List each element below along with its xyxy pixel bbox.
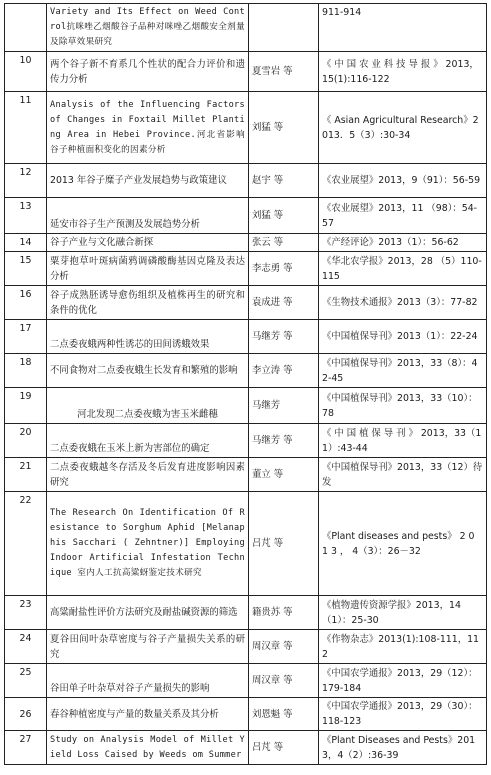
table-row — [5, 596, 487, 630]
row-number: 24 — [5, 630, 47, 664]
row-number: 15 — [5, 252, 47, 286]
row-title: 高粱耐盐性评价方法研究及耐盐碱资源的筛选 — [47, 596, 249, 630]
row-title: 春谷种植密度与产量的数量关系及其分析 — [47, 698, 249, 731]
row-number: 16 — [5, 286, 47, 320]
row-source: 《中国植保导刊》2013，33（12）待发 — [319, 458, 487, 492]
row-title: Study on Analysis Model of Millet Yield Loss Caised by Weeds om Summer — [47, 731, 249, 765]
row-title: 粟芽抱草叶斑病菌鸦调磷酸酶基因克隆及表达分析 — [47, 252, 249, 286]
row-author: 董立 等 — [249, 458, 319, 492]
row-author: 吕芃 等 — [249, 492, 319, 596]
row-title: 二点委夜蛾在玉米上新为害部位的确定 — [47, 424, 249, 458]
row-title: 谷田单子叶杂草对谷子产量损失的影响 — [47, 664, 249, 698]
row-source: 《中国植保导刊》2013，33（10）：78 — [319, 388, 487, 424]
table-row — [5, 492, 487, 596]
row-author: 马继芳 等 — [249, 320, 319, 354]
row-title: 延安市谷子生产预测及发展趋势分析 — [47, 198, 249, 234]
row-number: 17 — [5, 320, 47, 354]
row-number: 14 — [5, 234, 47, 252]
row-author — [249, 4, 319, 52]
row-number — [5, 4, 47, 52]
row-author: 李志勇 等 — [249, 252, 319, 286]
table-row — [5, 164, 487, 198]
table-row — [5, 388, 487, 424]
row-author: 吕芃 等 — [249, 731, 319, 765]
row-source: 《产经评论》2013（1）：56-62 — [319, 234, 487, 252]
row-author: 周汉章 等 — [249, 664, 319, 698]
row-title: 谷子成熟胚诱导愈伤组织及植株再生的研究和条件的优化 — [47, 286, 249, 320]
row-author: 张云 等 — [249, 234, 319, 252]
row-source: 《中国农学通报》2013，29（12）：179-184 — [319, 664, 487, 698]
row-source: 911-914 — [319, 4, 487, 52]
row-source: 《 中 国 植 保 导 刊 》 2013，33（11）:43-44 — [319, 424, 487, 458]
row-source: 《作物杂志》2013(1):108-111，112 — [319, 630, 487, 664]
row-author: 马继芳 等 — [249, 424, 319, 458]
row-title: 两个谷子新不育系几个性状的配合力评价和遗传力分析 — [47, 52, 249, 92]
reference-table — [4, 3, 487, 765]
row-title: 二点委夜蛾越冬存活及冬后发育进度影响因素研究 — [47, 458, 249, 492]
table-row — [5, 731, 487, 765]
row-author: 刘猛 等 — [249, 198, 319, 234]
row-number: 26 — [5, 698, 47, 731]
row-title: Analysis of the Influencing Factors of Changes in Foxtail Millet Planting Area in Hebei Province.河北省影响谷子种植面积变化的因素分析 — [47, 92, 249, 164]
row-source: 《中国植保导刊》2013（1）：22-24 — [319, 320, 487, 354]
row-title: Variety and Its Effect on Weed Control抗咪唑乙烟酸谷子品种对咪唑乙烟酸安全剂量及除草效果研究 — [47, 4, 249, 52]
table-row — [5, 354, 487, 388]
row-source: 《中国农学通报》2013，29（30）：118-123 — [319, 698, 487, 731]
row-source: 《Plant diseases and pests》 2 0 1 3 ， 4（3）：26－32 — [319, 492, 487, 596]
row-author: 籍贵苏 等 — [249, 596, 319, 630]
row-title: 2013 年谷子糜子产业发展趋势与政策建议 — [47, 164, 249, 198]
table-row — [5, 424, 487, 458]
table-row — [5, 52, 487, 92]
row-number: 12 — [5, 164, 47, 198]
row-source: 《农业展望》2013，9（91）：56-59 — [319, 164, 487, 198]
row-number: 19 — [5, 388, 47, 424]
reference-table-wrapper — [4, 3, 486, 765]
row-author: 李立涛 等 — [249, 354, 319, 388]
table-row — [5, 458, 487, 492]
table-row — [5, 92, 487, 164]
row-title: The Research On Identification Of Resistance to Sorghum Aphid [Melanaphis Sacchari ( Zehntner)] Employing Indoor Artificial Infestation Technique 室内人工抗高粱蚜鉴定技术研究 — [47, 492, 249, 596]
row-title: 夏谷田间叶杂草密度与谷子产量损失关系的研究 — [47, 630, 249, 664]
row-author: 刘猛 等 — [249, 92, 319, 164]
row-number: 20 — [5, 424, 47, 458]
table-row — [5, 664, 487, 698]
row-source: 《生物技术通报》2013（3）：77-82 — [319, 286, 487, 320]
row-source: 《 中 国 农 业 科 技 导 报 》 2013，15(1):116-122 — [319, 52, 487, 92]
row-number: 23 — [5, 596, 47, 630]
row-number: 21 — [5, 458, 47, 492]
row-source: 《华北农学报》2013，28 （5）110-115 — [319, 252, 487, 286]
row-source: 《Plant Diseases and Pests》2013，4（2）:36-39 — [319, 731, 487, 765]
row-title: 二点委夜蛾两种性诱芯的田间诱蛾效果 — [47, 320, 249, 354]
table-row — [5, 198, 487, 234]
row-author: 袁成进 等 — [249, 286, 319, 320]
table-row — [5, 4, 487, 52]
row-author: 夏雪岩 等 — [249, 52, 319, 92]
row-number: 27 — [5, 731, 47, 765]
row-author: 马继芳 — [249, 388, 319, 424]
row-source: 《中国植保导刊》2013，33（8）：42-45 — [319, 354, 487, 388]
row-number: 10 — [5, 52, 47, 92]
row-author: 刘恩魁 等 — [249, 698, 319, 731]
row-source: 《农业展望》2013，11 （98）：54-57 — [319, 198, 487, 234]
row-author: 周汉章 等 — [249, 630, 319, 664]
row-number: 22 — [5, 492, 47, 596]
row-source: 《 Asian Agricultural Research》2013．5（3）:30-34 — [319, 92, 487, 164]
table-row — [5, 286, 487, 320]
table-row — [5, 698, 487, 731]
table-row — [5, 252, 487, 286]
row-title: 谷子产业与文化融合新探 — [47, 234, 249, 252]
row-number: 18 — [5, 354, 47, 388]
table-row — [5, 320, 487, 354]
row-number: 25 — [5, 664, 47, 698]
table-row — [5, 234, 487, 252]
row-title: 不同食物对二点委夜蛾生长发育和繁殖的影响 — [47, 354, 249, 388]
row-number: 11 — [5, 92, 47, 164]
table-row — [5, 630, 487, 664]
row-source: 《植物遗传资源学报》2013，14（1）：25-30 — [319, 596, 487, 630]
row-number: 13 — [5, 198, 47, 234]
row-author: 赵宇 等 — [249, 164, 319, 198]
row-title: 河北发现二点委夜蛾为害玉米雌穗 — [47, 388, 249, 424]
